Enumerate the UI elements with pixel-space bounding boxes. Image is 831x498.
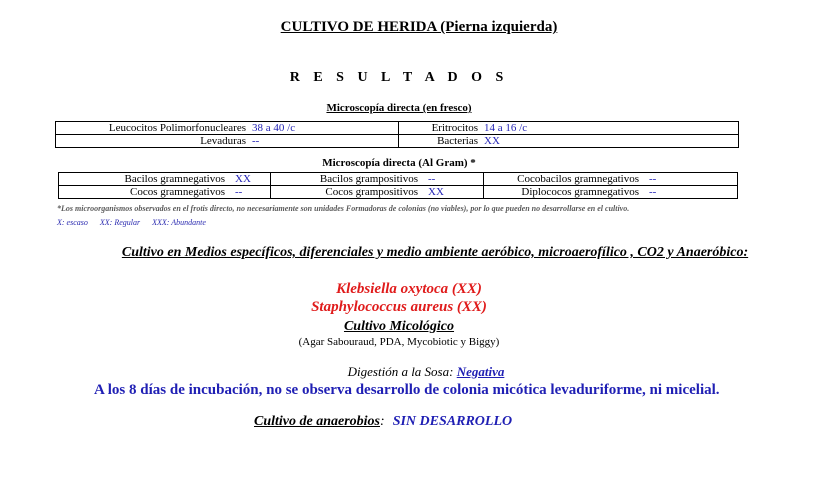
eritrocitos-label: Eritrocitos [431, 122, 478, 134]
gram-value: -- [428, 173, 436, 185]
culture-heading: Cultivo en Medios específicos, diferenciales y medio ambiente aeróbico, microaerofílico , CO2 y Anaeróbico: [121, 245, 749, 260]
eritrocitos-cell [399, 122, 739, 135]
legend-regular: XX: Regular [99, 218, 141, 227]
legend-abundante: XXX: Abundante [152, 218, 206, 227]
abundance-legend [57, 218, 218, 227]
mycology-media: (Agar Sabouraud, PDA, Mycobiotic y Biggy) [298, 336, 500, 348]
anaerobes-label: Cultivo de anaerobios [254, 414, 381, 429]
gram-cell [271, 186, 484, 199]
table-row [56, 135, 739, 148]
organism-staphylococcus: Staphylococcus aureus (XX) [311, 299, 487, 315]
anaerobes-line [254, 414, 512, 430]
bacterias-label: Bacterias [437, 135, 478, 147]
bacterias-value: XX [484, 135, 500, 147]
gram-microscopy-table [58, 172, 738, 199]
fresh-microscopy-table [55, 121, 739, 148]
levaduras-value: -- [252, 135, 260, 147]
anaerobes-colon: : [380, 414, 385, 429]
digestion-line [0, 364, 831, 380]
gram-label: Bacilos grampositivos [319, 173, 418, 185]
footnote: *Los microorganismos observados en el frotis directo, no necesariamente son unidades Formadoras de colonias (no viables), por lo que pueden no desarrollarse en el cultivo. [57, 204, 630, 213]
digestion-label: Digestión a la Sosa: [347, 364, 457, 379]
gram-label: Bacilos gramnegativos [124, 173, 225, 185]
anaerobes-result: SIN DESARROLLO [392, 414, 513, 429]
eritrocitos-value: 14 a 16 /c [484, 122, 528, 134]
gram-microscopy-heading: Microscopía directa (Al Gram) * [322, 157, 476, 169]
fresh-microscopy-heading: Microscopía directa (en fresco) [326, 102, 472, 114]
levaduras-label: Levaduras [200, 135, 246, 147]
mycology-heading: Cultivo Micológico [343, 319, 455, 334]
gram-cell [59, 186, 271, 199]
table-row [59, 173, 738, 186]
gram-value: XX [428, 186, 444, 198]
gram-value: -- [649, 186, 657, 198]
gram-cell [484, 186, 738, 199]
levaduras-cell [56, 135, 399, 148]
leucocitos-value: 38 a 40 /c [252, 122, 296, 134]
bacterias-cell [399, 135, 739, 148]
report-title: CULTIVO DE HERIDA (Pierna izquierda) [280, 19, 558, 35]
gram-label: Cocos gramnegativos [129, 186, 225, 198]
gram-value: XX [235, 173, 251, 185]
table-row [59, 186, 738, 199]
digestion-value: Negativa [456, 364, 505, 379]
gram-value: -- [235, 186, 243, 198]
leucocitos-cell [56, 122, 399, 135]
gram-cell [271, 173, 484, 186]
gram-cell [59, 173, 271, 186]
results-heading: R E S U L T A D O S [289, 70, 509, 85]
organism-klebsiella: Klebsiella oxytoca (XX) [336, 281, 482, 297]
gram-cell [484, 173, 738, 186]
incubation-result: A los 8 días de incubación, no se observa desarrollo de colonia micótica levaduriforme, ni micelial. [94, 382, 720, 398]
legend-escaso: X: escaso [57, 218, 88, 227]
gram-label: Cocos grampositivos [325, 186, 418, 198]
gram-label: Diplococos gramnegativos [521, 186, 639, 198]
leucocitos-label: Leucocitos Polimorfonucleares [108, 122, 246, 134]
gram-label: Cocobacilos gramnegativos [517, 173, 639, 185]
gram-value: -- [649, 173, 657, 185]
table-row [56, 122, 739, 135]
